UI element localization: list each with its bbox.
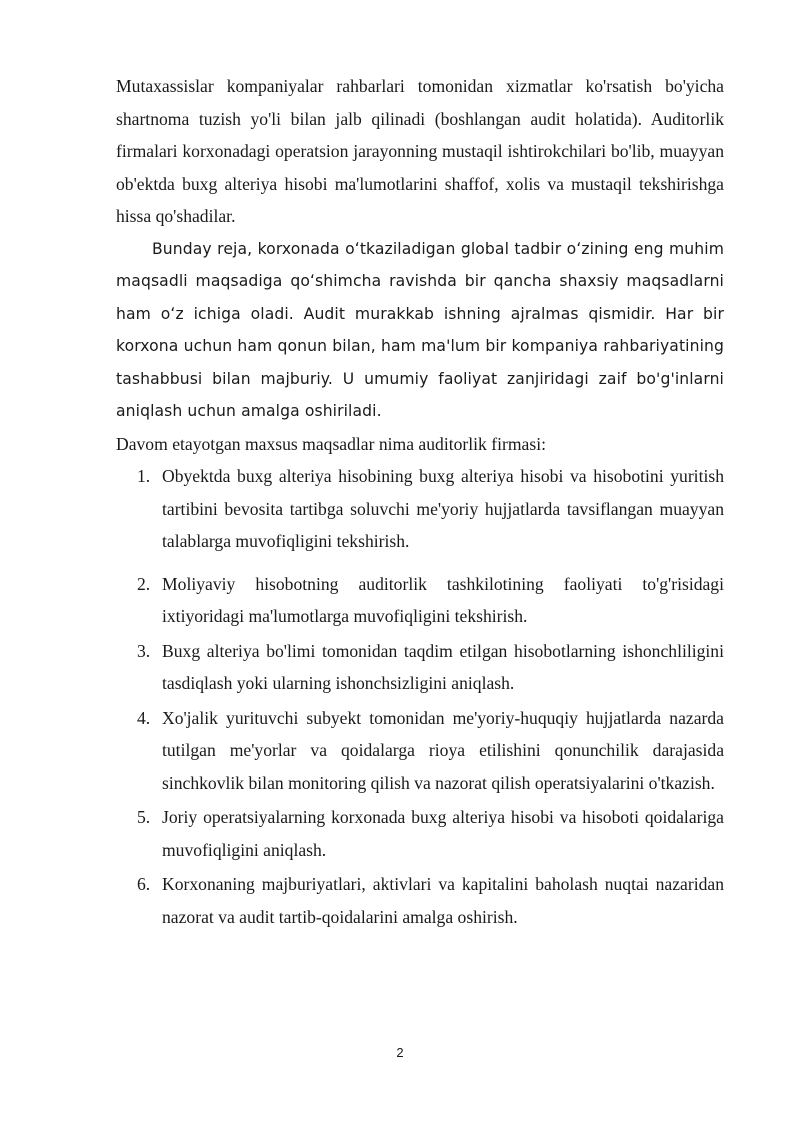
list-item-number: 1. <box>137 466 151 486</box>
list-item-text: Obyektda buxg alteriya hisobining buxg alteriya hisobi va hisobotini yuritish tartibini bevosita tartibga soluvchi me'yoriy hujjatlarda tavsiflangan muayyan talablarga muvofiqligini tekshirish. <box>162 466 724 551</box>
list-item <box>116 635 724 700</box>
document-page <box>116 70 724 933</box>
list-item-number: 6. <box>137 874 151 894</box>
list-item-number: 3. <box>137 640 151 661</box>
list-item-text: Korxonaning majburiyatlari, aktivlari va kapitalini baholash nuqtai nazaridan nazorat va audit tartib-qoidalarini amalga oshirish. <box>162 874 724 927</box>
objectives-list <box>116 460 724 933</box>
list-item-number: 4. <box>137 707 151 728</box>
list-intro: Davom etayotgan maxsus maqsadlar nima auditorlik firmasi: <box>116 433 546 454</box>
page-number: 2 <box>396 1045 404 1060</box>
list-item-number: 5. <box>137 807 151 827</box>
list-item-text: Joriy operatsiyalarning korxonada buxg alteriya hisobi va hisoboti qoidalariga muvofiqligini aniqlash. <box>162 807 724 860</box>
list-item <box>116 868 724 933</box>
list-item-number: 2. <box>137 573 151 594</box>
list-item <box>116 702 724 800</box>
list-item <box>116 460 724 558</box>
paragraph-intro: Mutaxassislar kompaniyalar rahbarlari tomonidan xizmatlar ko'rsatish bo'yicha shartnoma tuzish yo'li bilan jalb qilinadi (boshlangan audit holatida). Auditorlik firmalari korxonadagi operatsion jarayonning mustaqil ishtirokchilari bo'lib, muayyan ob'ektda buxg alteriya hisobi ma'lumotlarini shaffof, xolis va mustaqil tekshirishga hissa qo'shadilar. <box>116 76 724 226</box>
list-item <box>116 801 724 866</box>
list-item-text: Xo'jalik yurituvchi subyekt tomonidan me'yoriy-huquqiy hujjatlarda nazarda tutilgan me'yorlar va qoidalarga rioya etilishini qonunchilik darajasida sinchkovlik bilan monitoring qilish va nazorat qilish operatsiyalarini o'tkazish. <box>162 707 724 793</box>
list-item-text: Moliyaviy hisobotning auditorlik tashkilotining faoliyati to'g'risidagi ixtiyoridagi ma'lumotlarga muvofiqligini tekshirish. <box>162 573 724 626</box>
list-item <box>116 568 724 633</box>
list-item-text: Buxg alteriya bo'limi tomonidan taqdim etilgan hisobotlarning ishonchliligini tasdiqlash yoki ularning ishonchsizligini aniqlash. <box>162 640 724 693</box>
paragraph-plan: Bunday reja, korxonada oʻtkaziladigan global tadbir oʻzining eng muhim maqsadli maqsadiga qoʻshimcha ravishda bir qancha shaxsiy maqsadlarni ham oʻz ichiga oladi. Audit murakkab ishning ajralmas qismidir. Har bir korxona uchun ham qonun bilan, ham ma'lum bir kompaniya rahbariyatining tashabbusi bilan majburiy. U umumiy faoliyat zanjiridagi zaif bo'g'inlarni aniqlash uchun amalga oshiriladi. <box>116 239 724 420</box>
